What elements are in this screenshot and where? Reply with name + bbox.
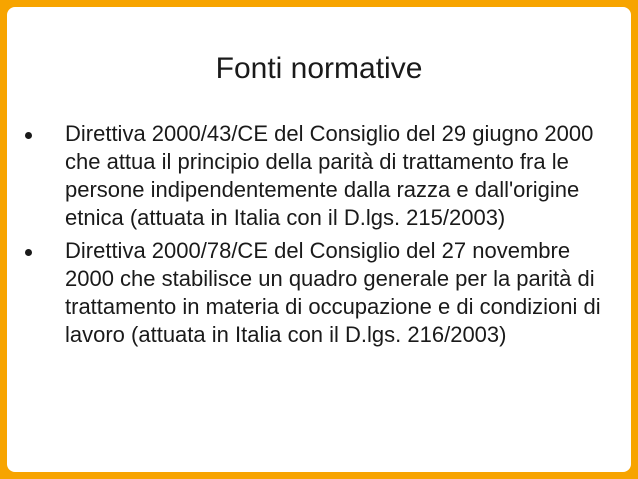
bullet-text-1: Direttiva 2000/43/CE del Consiglio del 29 giugno 2000 che attua il principio della parità di trattamento fra le persone indipendentemente dalla razza e dall'origine etnica (attuata in Italia con il D.lgs. 215/2003) [65,121,594,230]
bullet-list [25,120,615,354]
slide-title: Fonti normative [215,52,423,85]
bullet-dot-icon [25,249,32,256]
slide-content-area [7,7,631,472]
bullet-item-1 [25,120,615,232]
bullet-item-2 [25,237,615,349]
bullet-dot-icon [25,132,32,139]
bullet-text-2: Direttiva 2000/78/CE del Consiglio del 27 novembre 2000 che stabilisce un quadro generale per la parità di trattamento in materia di occupazione e di condizioni di lavoro (attuata in Italia con il D.lgs. 216/2003) [65,238,601,347]
